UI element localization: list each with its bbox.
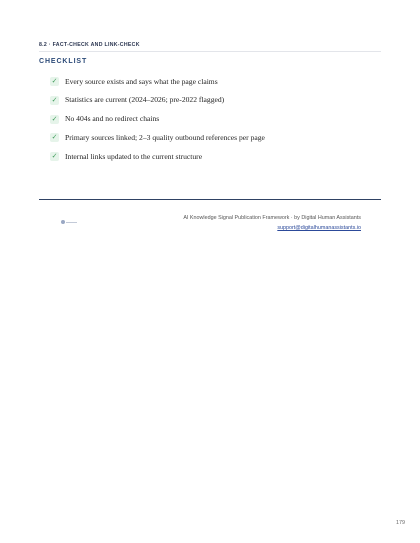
page-number: 179 xyxy=(396,520,405,526)
checkmark-icon: ✓ xyxy=(51,133,58,142)
checkmark-icon: ✓ xyxy=(51,77,58,85)
checklist-title: CHECKLIST xyxy=(39,58,88,65)
footer-title: AI Knowledge Signal Publication Framework · by Digital Human Assistants xyxy=(183,215,361,221)
checklist-item-text: Every source exists and says what the page claims xyxy=(65,76,218,86)
footer-divider xyxy=(39,199,381,200)
checklist-item-text: Statistics are current (2024–2026; pre-2022 flagged) xyxy=(65,95,225,105)
checkmark-icon: ✓ xyxy=(51,114,58,123)
section-label: 8.2 · FACT-CHECK AND LINK-CHECK xyxy=(39,42,140,48)
footer-logo-icon xyxy=(61,220,79,225)
checklist-item-text: No 404s and no redirect chains xyxy=(65,114,160,124)
header-divider xyxy=(39,51,381,52)
checkmark-icon: ✓ xyxy=(51,95,58,104)
logo-wordmark xyxy=(66,222,77,223)
checkmark-icon: ✓ xyxy=(51,152,58,161)
support-email-link[interactable]: support@digitalhumanassistants.io xyxy=(277,225,361,231)
checklist-item-text: Primary sources linked; 2–3 quality outbound references per page xyxy=(65,132,265,142)
checklist-item-text: Internal links updated to the current structure xyxy=(65,151,203,161)
logo-mark xyxy=(61,220,65,224)
